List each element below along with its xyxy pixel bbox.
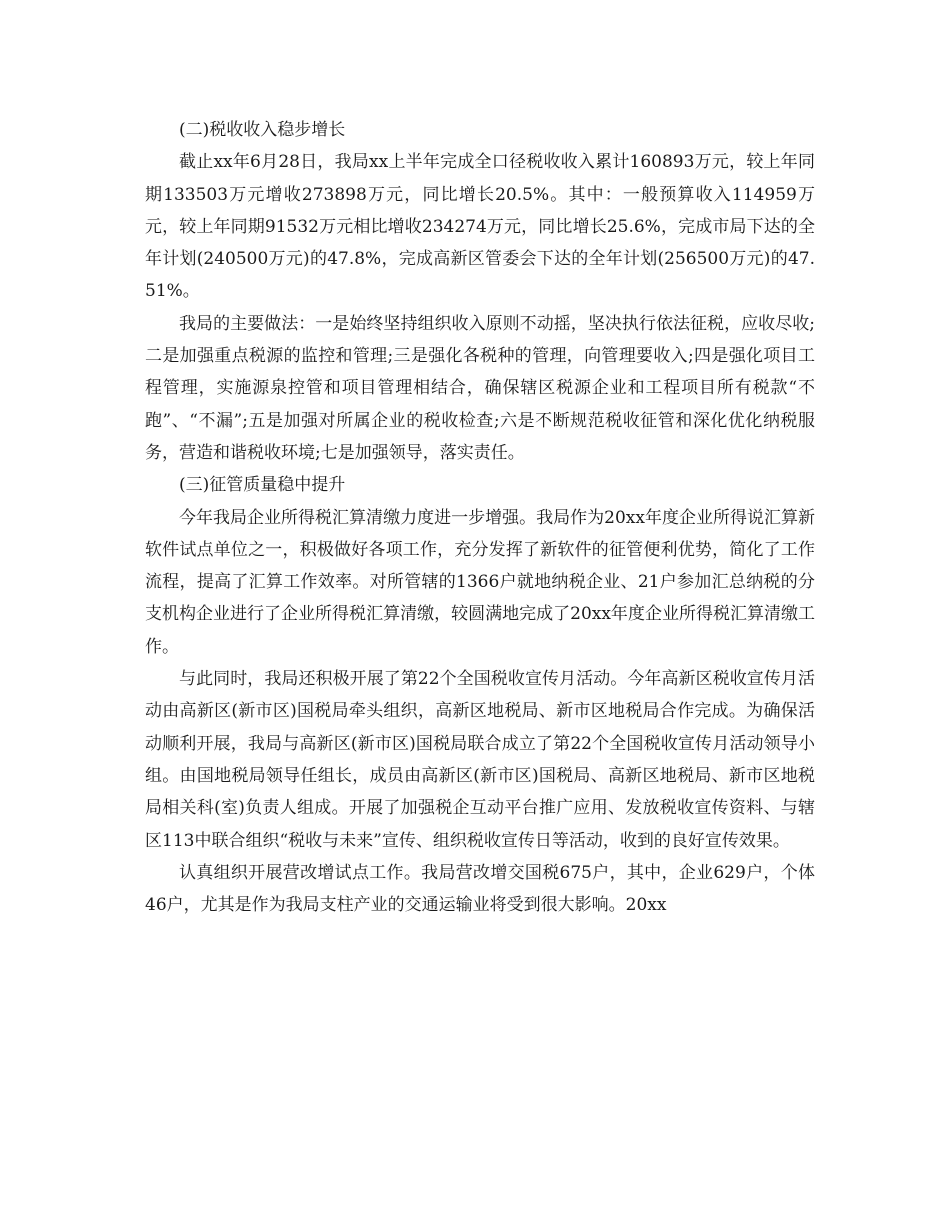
section-heading-collection-quality: (三)征管质量稳中提升 (179, 475, 346, 496)
paragraph-income-tax-settlement: 今年我局企业所得税汇算清缴力度进一步增强。我局作为20xx年度企业所得说汇算新软件试点单位之一，积极做好各项工作，充分发挥了新软件的征管便利优势，简化了工作流程，提高了汇算工作效率。对所管辖的1366户就地纳税企业、21户参加汇总纳税的分支机构企业进行了企业所得税汇算清缴，较圆满地完成了20xx年度企业所得税汇算清缴工作。 (145, 507, 815, 657)
section-heading-tax-revenue: (二)税收收入稳步增长 (179, 120, 346, 140)
paragraph-revenue-figures: 截止xx年6月28日，我局xx上半年完成全口径税收收入累计160893万元，较上年同期133503万元增收273898万元，同比增长20.5%。其中：一般预算收入114959万元，较上年同期91532万元相比增收234274万元，同比增长25.6%，完成市局下达的全年计划(240500万元)的47.8%，完成高新区管委会下达的全年计划(256500万元)的47.51%。 (145, 152, 815, 302)
paragraph-tax-publicity-month: 与此同时，我局还积极开展了第22个全国税收宣传月活动。今年高新区税收宣传月活动由高新区(新市区)国税局牵头组织，高新区地税局、新市区地税局合作完成。为确保活动顺利开展，我局与高新区(新市区)国税局联合成立了第22个全国税收宣传月活动领导小组。由国地税局领导任组长，成员由高新区(新市区)国税局、高新区地税局、新市区地税局相关科(室)负责人组成。开展了加强税企互动平台推广应用、发放税收宣传资料、与辖区113中联合组织“税收与未来”宣传、组织税收宣传日等活动，收到的良好宣传效果。 (145, 669, 815, 851)
paragraph-vat-reform-pilot: 认真组织开展营改增试点工作。我局营改增交国税675户，其中，企业629户，个体46户，尤其是作为我局支柱产业的交通运输业将受到很大影响。20xx (145, 862, 815, 916)
document-body (145, 114, 815, 921)
paragraph-main-measures: 我局的主要做法：一是始终坚持组织收入原则不动摇，坚决执行依法征税，应收尽收;二是加强重点税源的监控和管理;三是强化各税种的管理，向管理要收入;四是强化项目工程管理，实施源泉控管和项目管理相结合，确保辖区税源企业和工程项目所有税款“不跑”、“不漏”;五是加强对所属企业的税收检查;六是不断规范税收征管和深化优化纳税服务，营造和谐税收环境;七是加强领导，落实责任。 (145, 313, 815, 463)
